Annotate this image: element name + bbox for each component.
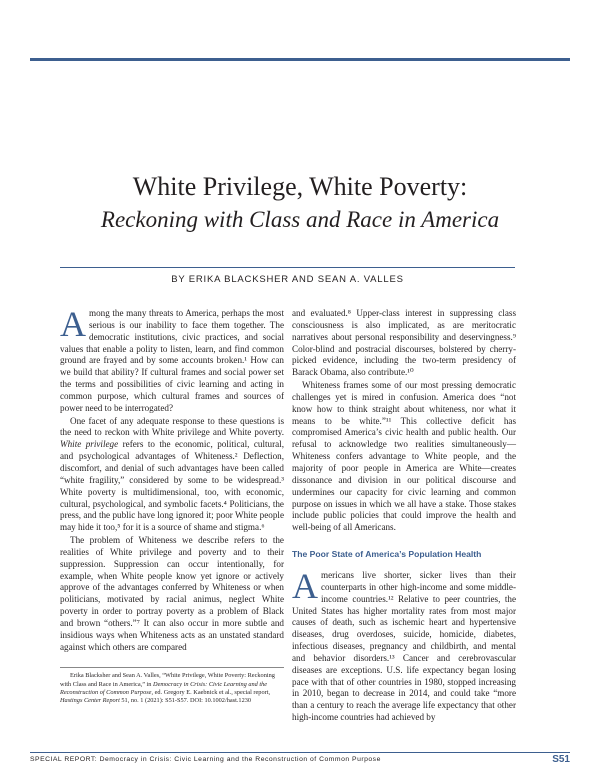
drop-cap-2: A [292,566,318,607]
citation-editors: , ed. Gregory E. Kaebnick et al., special report, [151,688,271,696]
citation-book-title: Democracy in Crisis: Civic Learning and the Reconstruction of Common Purpose [60,680,268,696]
citation-doi: 51, no. 1 (2021): S51-S57. DOI: 10.1002/hast.1230 [119,697,252,705]
article-title: White Privilege, White Poverty: [132,172,468,201]
right-paragraph-1: and evaluated.⁸ Upper-class interest in suppressing class consciousness is also implicated, as are meritocratic narratives about personal responsibility and deservingness.⁹ Color-blind and postracial discourses, bolstered by cherry-picked evidence, including the two-term presidency of Barack Obama, also contribute.¹⁰ [292,308,516,378]
page-number: S51 [552,754,570,765]
top-rule [30,58,570,61]
byline-rule [60,267,515,268]
citation-authors: Erika Blacksher and Sean A. Valles, “White Privilege, White Poverty: Reckoning with Class and Race in America,” in [60,672,275,688]
left-paragraph-1 [60,304,284,415]
citation-rule [60,667,284,668]
byline: BY ERIKA BLACKSHER AND SEAN A. VALLES [171,274,404,285]
right-paragraph-3-text: mericans live shorter, sicker lives than their counterparts in other high-income and some middle-income countries.¹² Relative to peer countries, the United States has higher mortality rates from most major causes of death, such as ischemic heart and hypertensive diseases, drug overdoses, suicide, homicide, diabetes, infectious diseases, pregnancy and childbirth, and mental and behavior disorders.¹³ Cancer and cerebrovascular diseases are exceptions. U.S. life expectancy began losing pace with that of other countries in 1980, stopped increasing in 2010, began to decrease in 2014, and could take “more than a century to reach the average life expectancy that other high-income countries had achieved by [292,570,516,723]
left-paragraph-3: The problem of Whiteness we describe refers to the realities of White privilege and poverty and to their suppression. Suppression can occur intentionally, for example, when White people know yet ignore or actively approve of the advantages conferred by Whiteness or when politicians, motivated by racial animus, neglect White poverty in order to portray poverty as a problem of Black and brown “others.”⁷ It can also occur in more subtle and insidious ways when Whiteness acts as an unstated standard against which others are compared [60,535,284,652]
drop-cap: A [60,304,86,344]
right-paragraph-2: Whiteness frames some of our most pressing democratic challenges yet is mired in confusion. America does “not know how to think straight about whiteness, nor what it means to be white.”¹¹ This collective deficit has compromised America’s civic health and public health. Our refusal to acknowledge two realities simultaneously—Whiteness confers advantage to White people, and the majority of poor people in America are White—creates dissonance and division in our political discourse and undermines our capacity for civic learning and common purpose on issues in which we all have a stake. Those stakes include public policies that could improve the health and well-being of all Americans. [292,380,516,533]
citation-journal: Hastings Center Report [60,697,120,705]
left-paragraph-2-lead: One facet of any adequate response to these questions is the need to reckon with White privilege and White poverty. [60,415,284,438]
article-citation [60,672,284,705]
right-column [292,308,516,724]
term-white-privilege: White privilege [60,439,119,450]
right-paragraph-3 [292,566,516,724]
footer-rule [30,752,570,753]
left-paragraph-2 [60,416,284,534]
section-heading: The Poor State of America’s Population Health [292,549,482,560]
left-paragraph-2-rest: refers to the economic, political, cultural, and psychological advantages of Whiteness.² Deflection, discomfort, and denial of such advantages have been called “white fragility,” considered by some to be widespread.³ White poverty is multidimensional, too, with economic, cultural, psychological, and symbolic facets.⁴ Politicians, the press, and the public have long ignored it; poor White people may hide it too,⁵ for it is a source of shame and stigma.⁶ [60,439,284,533]
article-subtitle: Reckoning with Class and Race in America [100,207,500,232]
left-paragraph-1-text: mong the many threats to America, perhaps the most serious is our inability to face them together. The democratic institutions, civic practices, and social values that enable a polity to listen, learn, and find common ground are frayed and by some accounts broken.¹ How can we build that ability? If cultural frames and social power set the terms and possibilities of civic learning and acting in common purpose, which cultural frames and sources of power need to be interrogated? [60,308,284,413]
running-footer: SPECIAL REPORT: Democracy in Crisis: Civic Learning and the Reconstruction of Common Purpose [30,756,381,763]
left-column [60,304,284,705]
